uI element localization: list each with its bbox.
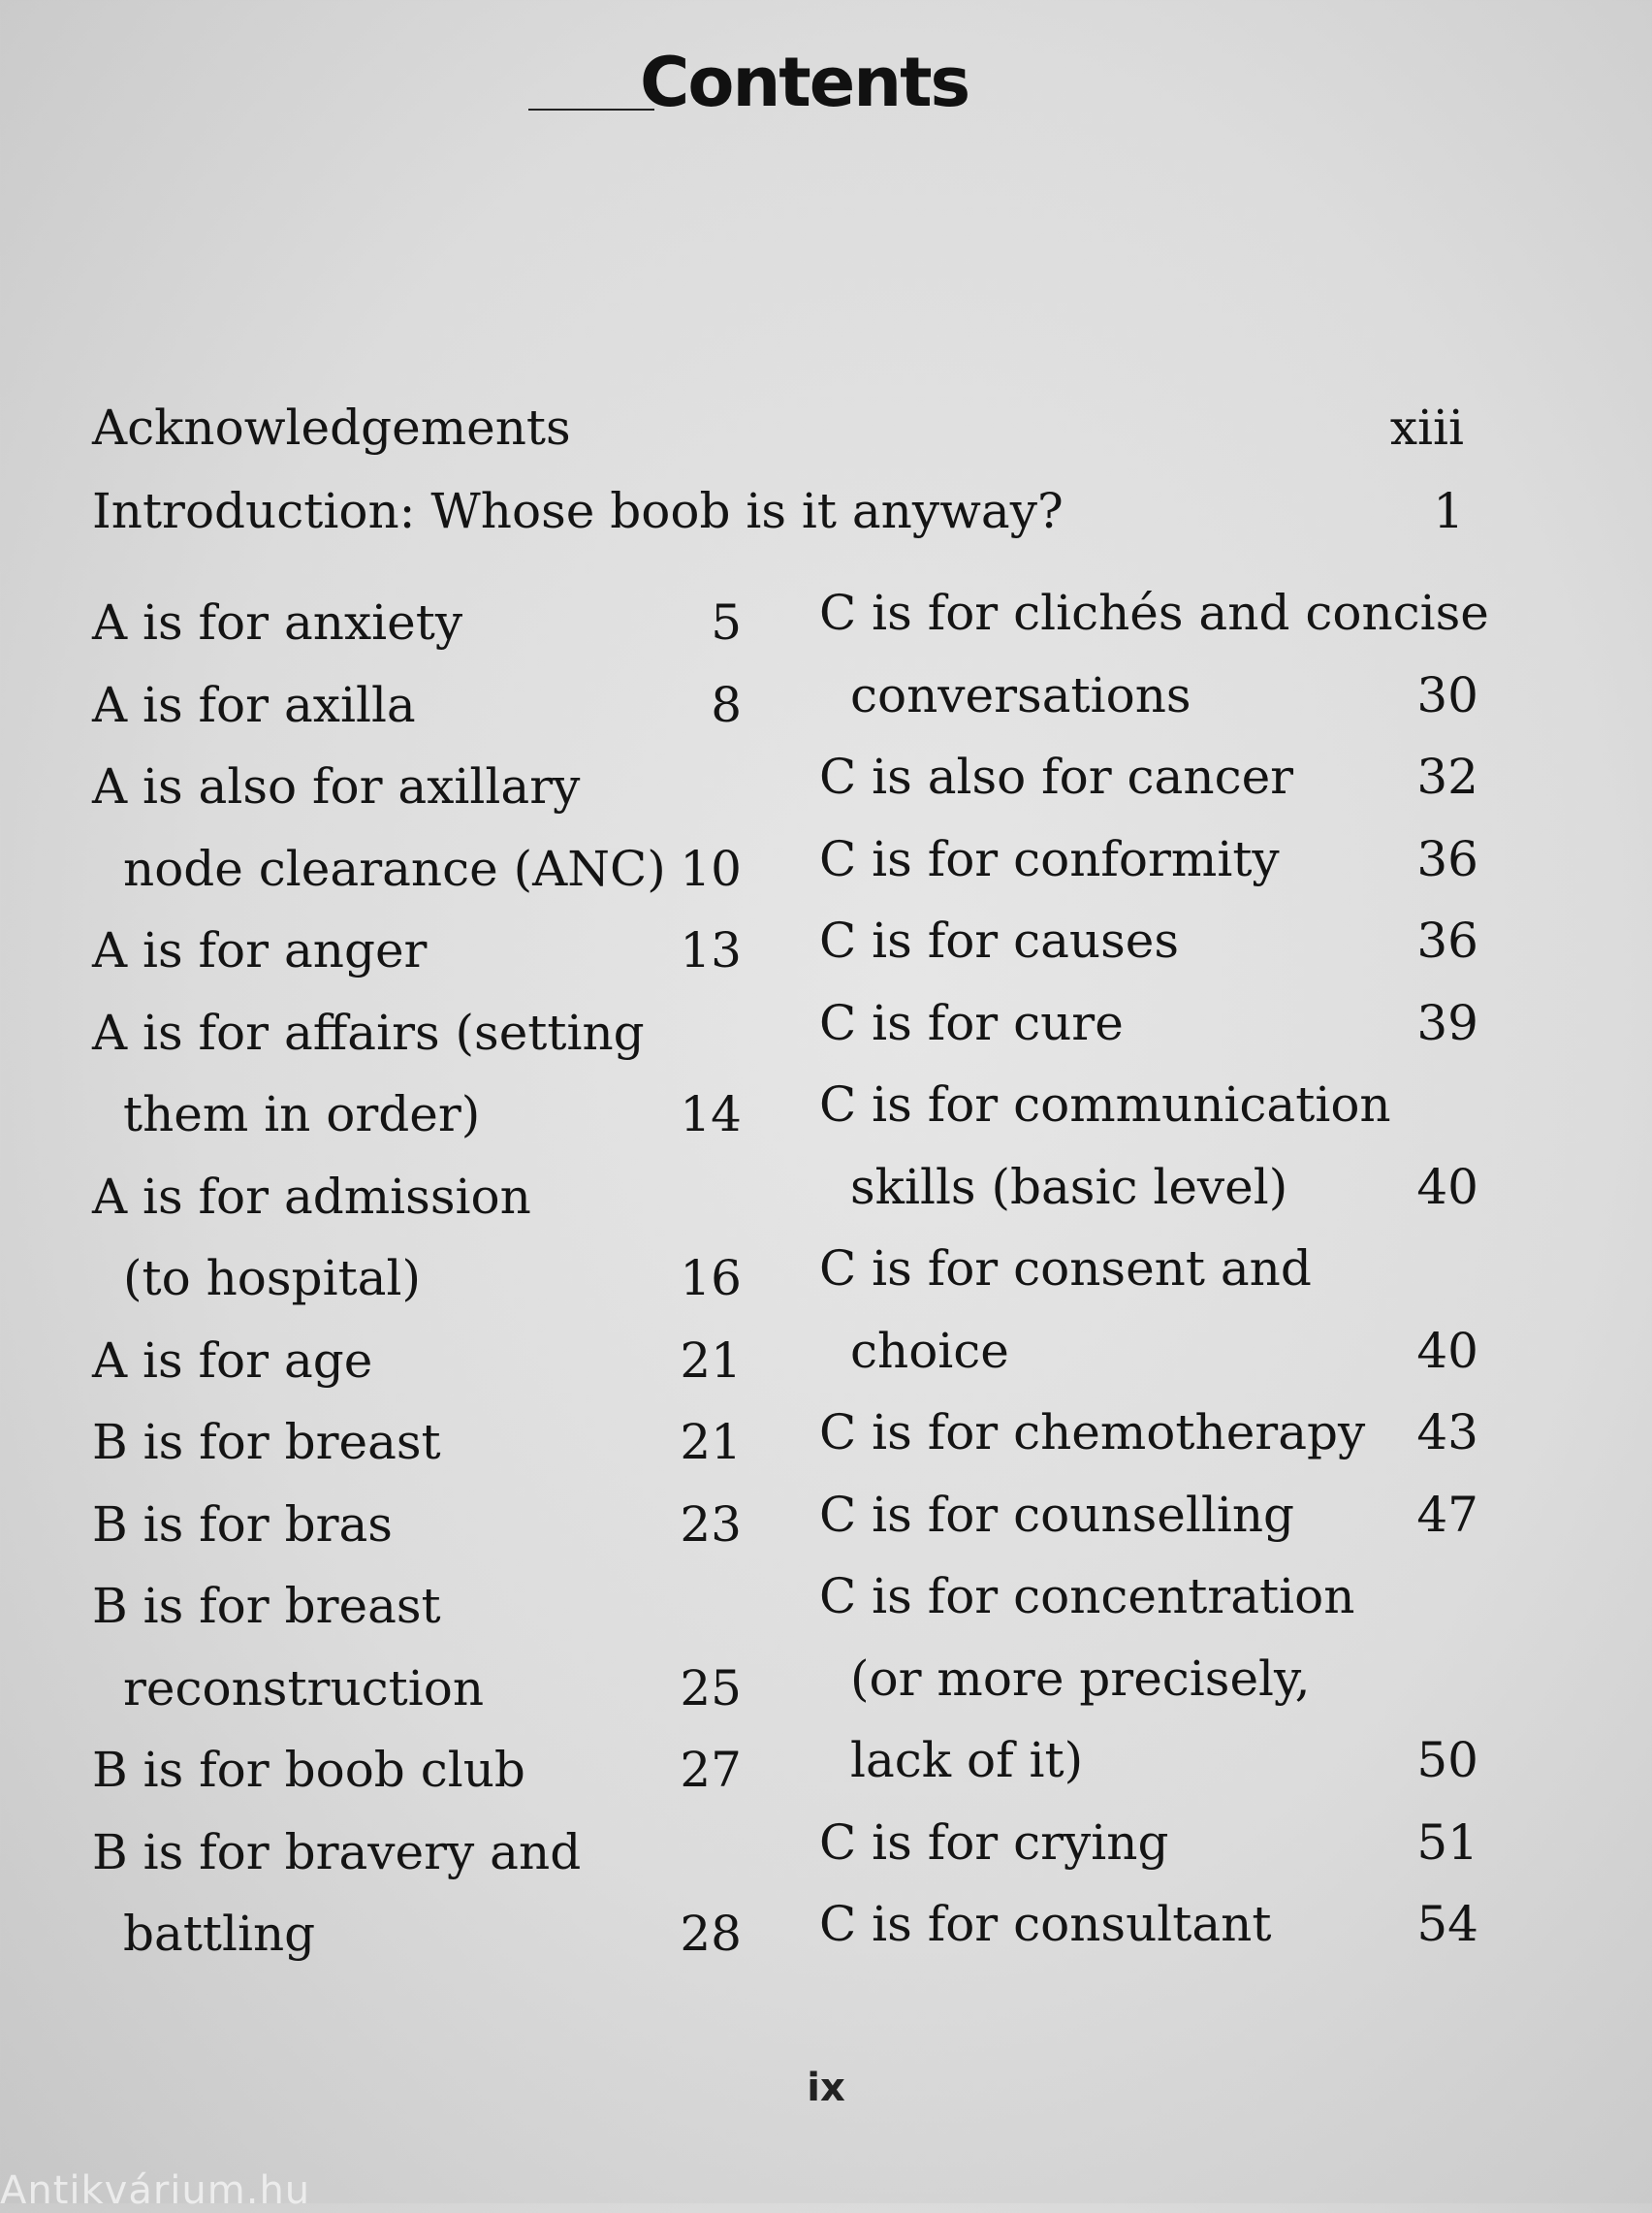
toc-entry-line — [819, 1392, 1478, 1474]
entry-label: C is also for cancer — [819, 749, 1294, 805]
toc-entry-line — [819, 1064, 1478, 1146]
toc-entry-line — [92, 664, 742, 747]
entry-label: skills (basic level) — [850, 1158, 1288, 1215]
toc-entry — [819, 572, 1489, 736]
entry-label: Acknowledgements — [92, 400, 571, 456]
entry-page: 40 — [1416, 1158, 1478, 1215]
toc-entry-line — [92, 1237, 742, 1320]
entry-page: 5 — [711, 594, 742, 651]
entry-page: 25 — [680, 1659, 742, 1716]
toc-entry — [819, 1802, 1478, 1884]
toc-entry-line — [819, 655, 1478, 737]
entry-label: node clearance (ANC) — [123, 840, 666, 897]
entry-page: 39 — [1416, 994, 1478, 1051]
toc-entry — [819, 1228, 1478, 1392]
toc-entry — [819, 900, 1478, 982]
entry-label: A is for admission — [92, 1168, 531, 1225]
front-matter-entry — [92, 386, 1464, 469]
toc-entry-line — [92, 1565, 742, 1648]
toc-entry-line — [819, 982, 1478, 1065]
toc-entry — [92, 1565, 742, 1729]
entry-label: B is for boob club — [92, 1742, 525, 1798]
toc-entry-line — [92, 1074, 742, 1156]
entry-page: 13 — [680, 922, 742, 978]
entry-label: choice — [850, 1322, 1009, 1379]
entry-page: 43 — [1416, 1404, 1478, 1460]
toc-entry-line — [819, 1802, 1478, 1884]
entry-page: 54 — [1416, 1896, 1478, 1952]
toc-entry — [92, 1729, 742, 1812]
entry-page: 51 — [1416, 1813, 1478, 1871]
entry-label: them in order) — [123, 1086, 481, 1142]
toc-entry — [819, 982, 1478, 1065]
entry-label: C is for clichés and concise — [819, 585, 1489, 641]
entry-label: C is for concentration — [819, 1568, 1355, 1624]
entry-page: 16 — [680, 1250, 742, 1306]
watermark: Antikvárium.hu — [0, 2168, 311, 2213]
entry-label: C is for crying — [819, 1813, 1169, 1871]
entry-page: 8 — [711, 676, 742, 733]
entry-label: C is for cure — [819, 994, 1124, 1051]
toc-entry-line — [92, 1893, 742, 1975]
front-matter-entry — [92, 469, 1464, 553]
entry-page: 14 — [680, 1086, 742, 1142]
entry-page: 36 — [1416, 913, 1478, 969]
toc-entry-line — [92, 746, 742, 828]
entry-page: xiii — [1389, 400, 1464, 456]
entry-label: A is for axilla — [92, 676, 416, 733]
toc-entry — [92, 910, 742, 992]
entry-label: lack of it) — [850, 1732, 1084, 1788]
toc-entry-line — [92, 1648, 742, 1730]
entry-page: 36 — [1416, 830, 1478, 887]
toc-entry-line — [92, 1812, 742, 1894]
toc-entry — [819, 1064, 1478, 1228]
entry-page: 21 — [680, 1414, 742, 1470]
entry-page: 50 — [1416, 1732, 1478, 1788]
toc-entry-line — [819, 1310, 1478, 1393]
entry-label: B is for breast — [92, 1578, 441, 1634]
entry-label: B is for bravery and — [92, 1823, 582, 1880]
entry-page: 10 — [680, 840, 742, 897]
toc-entry-line — [819, 900, 1478, 982]
toc-entry-line — [819, 736, 1478, 818]
toc-entry-line — [92, 1729, 742, 1812]
toc-entry — [92, 1812, 742, 1975]
entry-page: 30 — [1416, 666, 1478, 723]
entry-label: C is for causes — [819, 913, 1180, 969]
toc-entry — [92, 746, 742, 910]
entry-label: C is for communication — [819, 1076, 1391, 1133]
toc-entry-line — [92, 1320, 742, 1402]
toc-entry — [92, 1401, 742, 1484]
toc-entry — [819, 818, 1478, 901]
entry-label: A is for anxiety — [92, 594, 463, 651]
toc-entry-line — [92, 1484, 742, 1566]
entry-label: B is for bras — [92, 1495, 393, 1553]
entry-label: reconstruction — [123, 1659, 485, 1716]
toc-entry-line — [92, 1401, 742, 1484]
toc-entry-line — [819, 572, 1489, 655]
toc-entry — [819, 1556, 1478, 1802]
page-number: ix — [807, 2066, 845, 2110]
toc-entry-line — [92, 828, 742, 911]
entry-label: C is for conformity — [819, 830, 1280, 887]
entry-label: A is for age — [92, 1331, 373, 1389]
toc-entry-line — [819, 818, 1478, 901]
toc-right-column — [819, 572, 1489, 1966]
toc-entry-line — [92, 910, 742, 992]
toc-entry-line — [819, 1474, 1478, 1556]
toc-entry-line — [92, 582, 742, 664]
entry-label: A is for affairs (setting — [92, 1004, 645, 1061]
toc-entry-line — [819, 1638, 1478, 1720]
entry-label: (to hospital) — [123, 1250, 421, 1306]
entry-page: 1 — [1433, 483, 1464, 539]
entry-label: A is also for axillary — [92, 758, 581, 815]
entry-page: 47 — [1416, 1486, 1478, 1543]
toc-left-column — [92, 582, 742, 1975]
front-matter — [92, 386, 1464, 553]
toc-entry-line — [819, 1719, 1478, 1802]
toc-entry — [92, 1320, 742, 1402]
toc-entry — [92, 1156, 742, 1320]
toc-entry-line — [92, 992, 742, 1074]
entry-page: 32 — [1416, 749, 1478, 805]
entry-label: A is for anger — [92, 922, 428, 978]
toc-entry — [92, 582, 742, 664]
entry-label: B is for breast — [92, 1414, 441, 1470]
entry-label: C is for consultant — [819, 1896, 1272, 1952]
toc-entry — [819, 1883, 1478, 1966]
entry-label: battling — [123, 1906, 316, 1962]
entry-label: C is for counselling — [819, 1486, 1295, 1543]
toc-entry — [92, 992, 742, 1156]
contents-title: Contents — [640, 43, 969, 122]
entry-label: C is for consent and — [819, 1240, 1312, 1297]
toc-entry-line — [819, 1883, 1478, 1966]
toc-entry-line — [819, 1146, 1478, 1229]
toc-entry-line — [92, 1156, 742, 1238]
entry-page: 21 — [680, 1331, 742, 1389]
entry-page: 28 — [680, 1906, 742, 1962]
toc-entry — [819, 736, 1478, 818]
entry-label: (or more precisely, — [850, 1650, 1311, 1707]
entry-page: 40 — [1416, 1322, 1478, 1379]
toc-entry — [819, 1392, 1478, 1474]
entry-label: Introduction: Whose boob is it anyway? — [92, 483, 1064, 539]
toc-entry-line — [819, 1556, 1478, 1638]
toc-entry — [92, 1484, 742, 1566]
toc-entry — [92, 664, 742, 747]
toc-entry-line — [819, 1228, 1478, 1310]
entry-label: C is for chemotherapy — [819, 1404, 1366, 1460]
title-rule — [528, 109, 654, 111]
toc-entry — [819, 1474, 1478, 1556]
entry-page: 23 — [680, 1495, 742, 1553]
entry-label: conversations — [850, 666, 1191, 723]
entry-page: 27 — [680, 1742, 742, 1798]
